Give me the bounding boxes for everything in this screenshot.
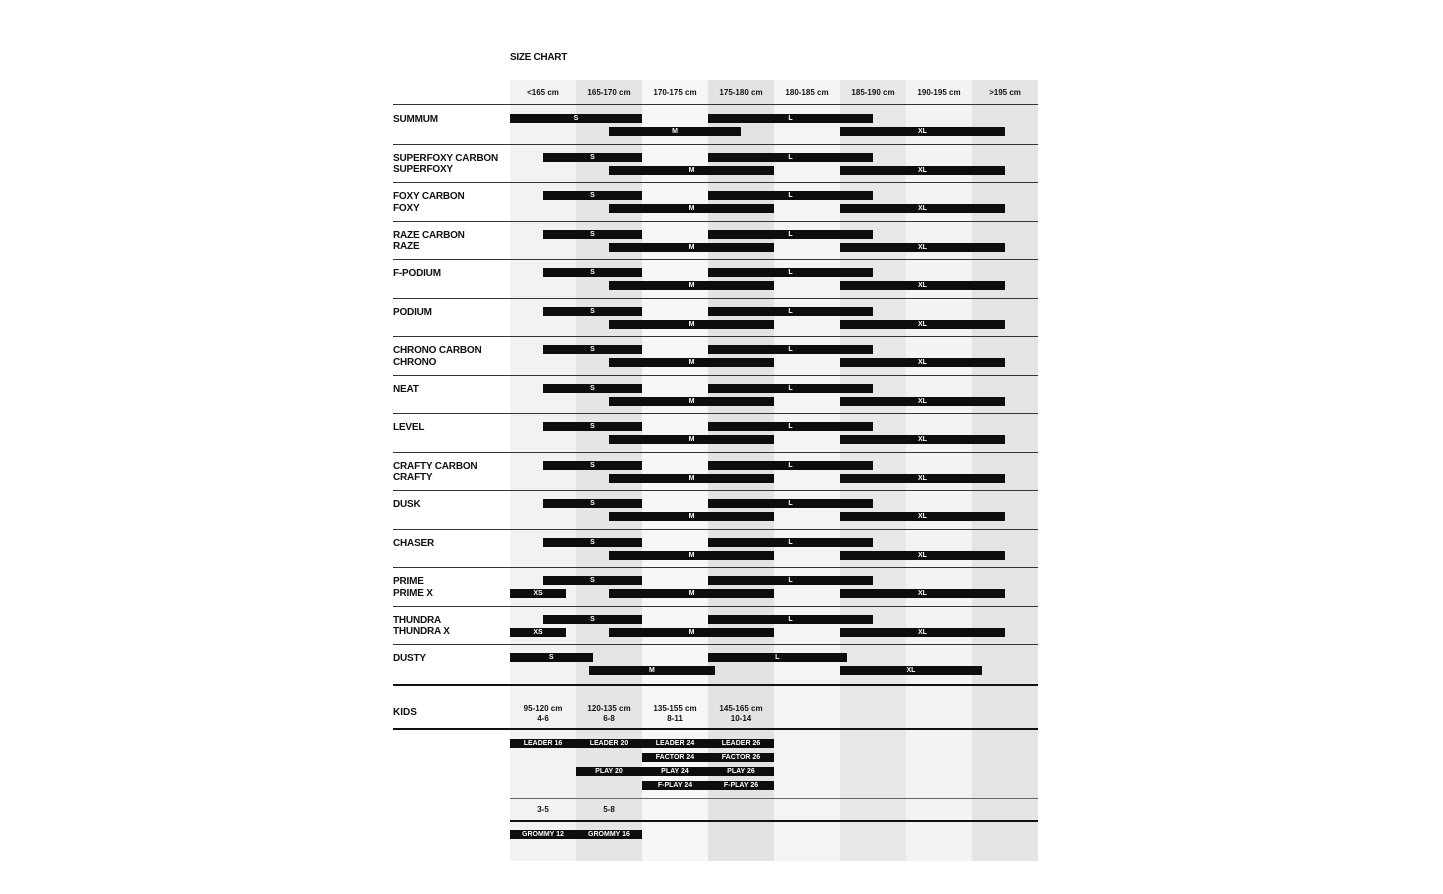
model-name-line: F-PODIUM [393,268,441,279]
kids-height-range: 145-165 cm [719,704,763,713]
model-name-line: PRIME [393,576,424,587]
size-bar: M [609,435,774,444]
row-divider [393,259,1038,260]
row-divider [393,490,1038,491]
size-bar: S [543,538,642,547]
size-bar: S [543,345,642,354]
row-divider [393,413,1038,414]
size-bar: XS [510,628,566,637]
model-name-line: LEVEL [393,422,425,433]
kids-bike-bar: LEADER 24 [642,739,708,748]
size-bar: XL [840,589,1005,598]
size-bar: M [609,397,774,406]
model-name-line: CHRONO [393,356,437,368]
size-bar: XL [840,320,1005,329]
model-name-line: DUSK [393,499,421,510]
model-name [393,461,477,484]
size-bar: XL [840,474,1005,483]
model-name [393,615,450,638]
model-name [393,153,498,176]
size-bar: S [543,307,642,316]
kids-bike-bar: PLAY 26 [708,767,774,776]
size-bar: S [543,153,642,162]
kids-bike-bar: PLAY 20 [576,767,642,776]
column-header: <165 cm [527,88,559,97]
size-bar: XL [840,551,1005,560]
kids-title: KIDS [393,707,417,718]
model-name-line: DUSTY [393,653,426,664]
model-name-line: CHRONO CARBON [393,345,482,356]
model-name [393,268,441,280]
size-bar: S [543,499,642,508]
size-bar: M [609,281,774,290]
kids-height-range: 135-155 cm [653,704,697,713]
size-bar: M [609,628,774,637]
column-header: 185-190 cm [851,88,895,97]
model-name-line: SUPERFOXY [393,164,453,175]
model-name [393,307,432,319]
size-bar: M [609,589,774,598]
size-bar: S [510,114,642,123]
kids-column-header [642,704,708,723]
kids-small-divider [510,798,1038,799]
column-header: 165-170 cm [587,88,631,97]
kids-bike-bar: PLAY 24 [642,767,708,776]
model-name-line: FOXY [393,202,420,214]
size-bar: XS [510,589,566,598]
size-bar: M [589,666,714,675]
model-name-line: CRAFTY [393,472,433,483]
kids-column-header [576,704,642,723]
kids-small-age: 3-5 [537,805,549,814]
page-title: SIZE CHART [510,52,568,63]
model-name-line: SUPERFOXY CARBON [393,152,498,164]
size-bar: L [708,461,873,470]
model-name-line: NEAT [393,383,419,395]
kids-small-bike-bar: GROMMY 12 [510,830,576,839]
size-bar: XL [840,397,1005,406]
size-bar: M [609,474,774,483]
kids-bike-bar: F-PLAY 24 [642,781,708,790]
model-name [393,538,434,550]
kids-column-header [510,704,576,723]
model-name-line: RAZE CARBON [393,229,465,241]
size-bar: S [543,576,642,585]
row-divider [393,336,1038,337]
kids-bike-bar: LEADER 16 [510,739,576,748]
size-bar: M [609,358,774,367]
kids-age-range: 6-8 [603,713,615,723]
header-divider [393,104,1038,105]
size-bar: L [708,191,873,200]
size-bar: XL [840,243,1005,252]
size-bar: M [609,551,774,560]
size-bar: S [543,615,642,624]
model-name [393,114,438,126]
size-bar: L [708,538,873,547]
kids-bike-bar: LEADER 20 [576,739,642,748]
row-divider [393,529,1038,530]
size-bar: L [708,576,873,585]
model-name [393,576,433,599]
size-bar: S [510,653,593,662]
column-header: 170-175 cm [653,88,697,97]
row-divider [393,567,1038,568]
model-name-line: RAZE [393,241,420,252]
kids-height-range: 120-135 cm [587,704,631,713]
size-bar: L [708,422,873,431]
kids-bike-bar: FACTOR 26 [708,753,774,762]
size-bar: L [708,499,873,508]
column-header: 175-180 cm [719,88,763,97]
size-bar: M [609,512,774,521]
kids-divider [393,728,1038,730]
row-divider [393,144,1038,145]
size-bar: S [543,384,642,393]
model-name [393,345,482,368]
model-name [393,499,421,511]
size-bar: S [543,191,642,200]
size-bar: S [543,230,642,239]
kids-small-divider-bottom [510,820,1038,822]
model-name-line: THUNDRA X [393,626,450,637]
size-bar: XL [840,166,1005,175]
size-bar: XL [840,628,1005,637]
row-divider [393,452,1038,453]
column-header: 190-195 cm [917,88,961,97]
size-bar: XL [840,512,1005,521]
column-header: 180-185 cm [785,88,829,97]
row-divider [393,182,1038,183]
column-header: >195 cm [989,88,1021,97]
model-name [393,384,419,396]
model-name [393,191,465,214]
size-bar: L [708,153,873,162]
size-bar: XL [840,358,1005,367]
row-divider [393,375,1038,376]
column-band [972,80,1038,861]
kids-age-range: 4-6 [537,713,549,723]
size-bar: L [708,345,873,354]
model-name-line: CHASER [393,537,435,549]
kids-height-range: 95-120 cm [523,704,563,713]
row-divider [393,644,1038,645]
kids-age-range: 8-11 [667,713,683,723]
size-bar: M [609,204,774,213]
size-bar: L [708,384,873,393]
row-divider [393,684,1038,686]
model-name-line: SUMMUM [393,114,438,125]
size-bar: L [708,114,873,123]
model-name-line: CRAFTY CARBON [393,460,478,472]
size-bar: L [708,653,847,662]
kids-small-age: 5-8 [603,805,615,814]
size-bar: XL [840,204,1005,213]
kids-bike-bar: F-PLAY 26 [708,781,774,790]
size-bar: L [708,615,873,624]
model-name-line: PRIME X [393,587,433,599]
size-bar: M [609,243,774,252]
model-name [393,422,424,434]
model-name-line: PODIUM [393,306,432,318]
size-bar: S [543,461,642,470]
kids-age-range: 10-14 [730,713,752,723]
model-name-line: FOXY CARBON [393,191,465,202]
size-bar: M [609,127,741,136]
row-divider [393,221,1038,222]
kids-bike-bar: LEADER 26 [708,739,774,748]
size-bar: XL [840,666,982,675]
row-divider [393,298,1038,299]
kids-bike-bar: FACTOR 24 [642,753,708,762]
size-bar: L [708,230,873,239]
size-bar: XL [840,127,1005,136]
model-name [393,653,426,665]
size-bar: L [708,307,873,316]
size-bar: S [543,422,642,431]
column-band [906,80,972,861]
kids-small-bike-bar: GROMMY 16 [576,830,642,839]
size-bar: L [708,268,873,277]
size-bar: XL [840,281,1005,290]
size-bar: M [609,166,774,175]
row-divider [393,606,1038,607]
size-bar: XL [840,435,1005,444]
size-bar: S [543,268,642,277]
kids-column-header [708,704,774,723]
size-bar: M [609,320,774,329]
model-name-line: THUNDRA [393,614,442,626]
model-name [393,230,465,253]
